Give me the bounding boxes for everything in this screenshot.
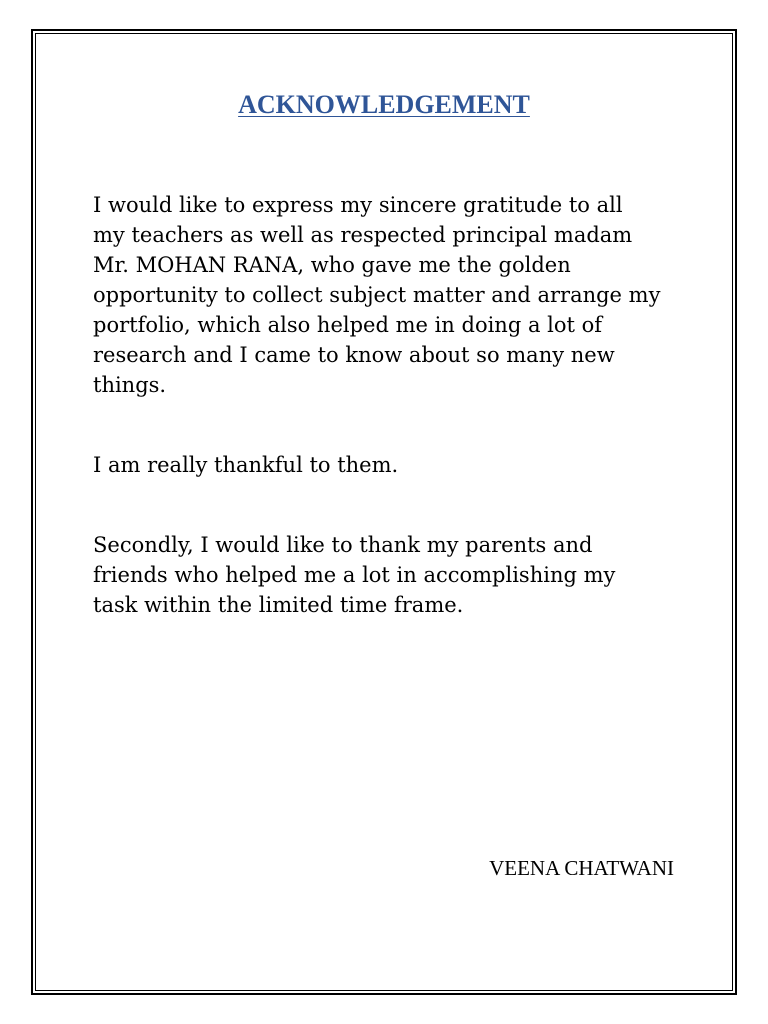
paragraph-line: portfolio, which also helped me in doing a lot of [93, 313, 603, 337]
paragraph-line: research and I came to know about so many new [93, 343, 615, 367]
author-signature-name: VEENA CHATWANI [489, 856, 674, 880]
paragraph-line: friends who helped me a lot in accomplishing my [93, 563, 616, 587]
page-title: ACKNOWLEDGEMENT [238, 90, 530, 119]
paragraph-line: Secondly, I would like to thank my parents and [93, 533, 593, 557]
paragraph-line: I would like to express my sincere gratitude to all [93, 193, 623, 217]
paragraph-line: things. [93, 373, 167, 397]
paragraph-parents-friends [93, 530, 615, 620]
paragraph-line: Mr. MOHAN RANA, who gave me the golden [93, 253, 571, 277]
paragraph-line: task within the limited time frame. [93, 593, 464, 617]
paragraph-gratitude [93, 190, 660, 400]
page-border-inner [35, 33, 733, 991]
paragraph-line: I am really thankful to them. [93, 453, 399, 477]
paragraph-line: my teachers as well as respected principal madam [93, 223, 633, 247]
paragraph-line: opportunity to collect subject matter and arrange my [93, 283, 661, 307]
paragraph-thanks [93, 450, 398, 480]
